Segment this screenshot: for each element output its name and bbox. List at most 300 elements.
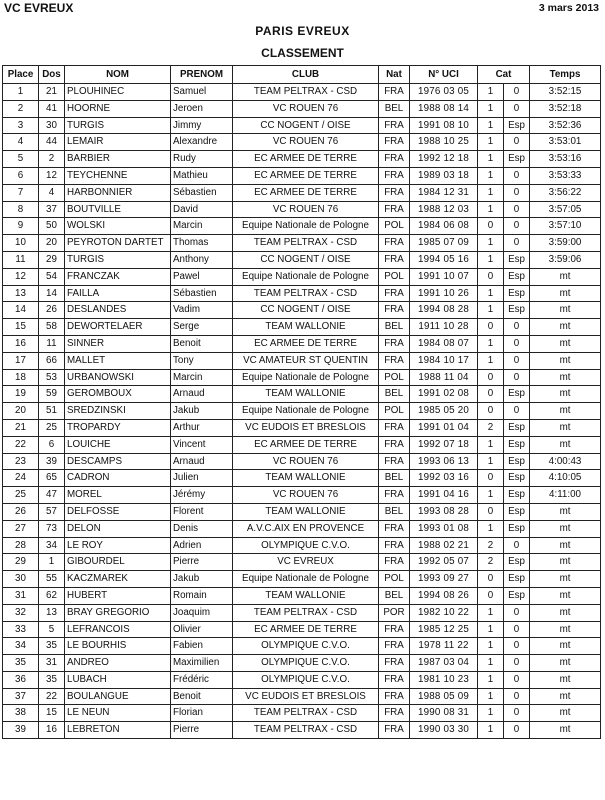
cell-place: 19 xyxy=(3,386,39,403)
cell-cat-level: 1 xyxy=(478,671,504,688)
cell-cat-age: 0 xyxy=(504,722,530,739)
cell-nat: FRA xyxy=(379,436,410,453)
cell-place: 9 xyxy=(3,218,39,235)
cell-uci: 1985 07 09 xyxy=(410,235,478,252)
cell-dos: 2 xyxy=(39,151,65,168)
cell-dos: 11 xyxy=(39,335,65,352)
table-row xyxy=(3,419,601,436)
table-row xyxy=(3,638,601,655)
cell-nat: FRA xyxy=(379,638,410,655)
cell-prenom: Sébastien xyxy=(171,285,233,302)
cell-uci: 1992 12 18 xyxy=(410,151,478,168)
cell-uci: 1990 03 30 xyxy=(410,722,478,739)
cell-place: 21 xyxy=(3,419,39,436)
cell-prenom: Denis xyxy=(171,520,233,537)
cell-place: 36 xyxy=(3,671,39,688)
cell-temps: 3:52:15 xyxy=(530,84,601,101)
cell-prenom: Maximilien xyxy=(171,655,233,672)
cell-place: 10 xyxy=(3,235,39,252)
cell-cat-age: 0 xyxy=(504,184,530,201)
table-row xyxy=(3,520,601,537)
cell-dos: 47 xyxy=(39,487,65,504)
cell-cat-level: 0 xyxy=(478,587,504,604)
cell-nom: WOLSKI xyxy=(65,218,171,235)
cell-dos: 1 xyxy=(39,554,65,571)
cell-nom: LEBRETON xyxy=(65,722,171,739)
cell-place: 12 xyxy=(3,268,39,285)
cell-temps: mt xyxy=(530,503,601,520)
cell-cat-age: Esp xyxy=(504,503,530,520)
cell-uci: 1988 12 03 xyxy=(410,201,478,218)
cell-place: 24 xyxy=(3,470,39,487)
cell-nom: BOUTVILLE xyxy=(65,201,171,218)
table-row xyxy=(3,453,601,470)
cell-prenom: Vincent xyxy=(171,436,233,453)
cell-club: VC ROUEN 76 xyxy=(233,487,379,504)
cell-prenom: Jeroen xyxy=(171,100,233,117)
cell-place: 6 xyxy=(3,167,39,184)
cell-uci: 1991 01 04 xyxy=(410,419,478,436)
cell-cat-level: 1 xyxy=(478,352,504,369)
cell-nat: BEL xyxy=(379,100,410,117)
cell-place: 22 xyxy=(3,436,39,453)
cell-nat: FRA xyxy=(379,655,410,672)
cell-uci: 1991 10 26 xyxy=(410,285,478,302)
cell-club: TEAM WALLONIE xyxy=(233,386,379,403)
cell-nom: CADRON xyxy=(65,470,171,487)
cell-uci: 1981 10 23 xyxy=(410,671,478,688)
cell-club: TEAM PELTRAX - CSD xyxy=(233,604,379,621)
table-row xyxy=(3,184,601,201)
cell-uci: 1994 08 26 xyxy=(410,587,478,604)
cell-temps: 3:52:36 xyxy=(530,117,601,134)
cell-nom: DELFOSSE xyxy=(65,503,171,520)
cell-nom: BOULANGUE xyxy=(65,688,171,705)
cell-dos: 73 xyxy=(39,520,65,537)
cell-cat-age: Esp xyxy=(504,302,530,319)
cell-cat-level: 1 xyxy=(478,688,504,705)
cell-nom: FAILLA xyxy=(65,285,171,302)
cell-cat-age: 0 xyxy=(504,655,530,672)
table-row xyxy=(3,554,601,571)
cell-nom: KACZMAREK xyxy=(65,571,171,588)
cell-cat-age: Esp xyxy=(504,251,530,268)
cell-nat: BEL xyxy=(379,470,410,487)
cell-uci: 1990 08 31 xyxy=(410,705,478,722)
cell-temps: mt xyxy=(530,671,601,688)
table-row xyxy=(3,503,601,520)
cell-nat: FRA xyxy=(379,285,410,302)
cell-nom: LE NEUN xyxy=(65,705,171,722)
cell-temps: mt xyxy=(530,369,601,386)
cell-temps: mt xyxy=(530,604,601,621)
cell-cat-level: 1 xyxy=(478,655,504,672)
cell-temps: mt xyxy=(530,722,601,739)
cell-club: Equipe Nationale de Pologne xyxy=(233,268,379,285)
cell-uci: 1991 10 07 xyxy=(410,268,478,285)
cell-cat-level: 0 xyxy=(478,218,504,235)
cell-prenom: Pierre xyxy=(171,554,233,571)
cell-temps: 4:11:00 xyxy=(530,487,601,504)
cell-prenom: Frédéric xyxy=(171,671,233,688)
cell-cat-age: Esp xyxy=(504,554,530,571)
cell-nat: FRA xyxy=(379,671,410,688)
cell-place: 7 xyxy=(3,184,39,201)
cell-cat-age: Esp xyxy=(504,117,530,134)
cell-dos: 25 xyxy=(39,419,65,436)
cell-nom: FRANCZAK xyxy=(65,268,171,285)
cell-dos: 22 xyxy=(39,688,65,705)
cell-prenom: Romain xyxy=(171,587,233,604)
cell-temps: mt xyxy=(530,403,601,420)
cell-prenom: Jimmy xyxy=(171,117,233,134)
cell-club: OLYMPIQUE C.V.O. xyxy=(233,655,379,672)
cell-dos: 37 xyxy=(39,201,65,218)
cell-prenom: David xyxy=(171,201,233,218)
cell-place: 23 xyxy=(3,453,39,470)
cell-temps: 4:10:05 xyxy=(530,470,601,487)
header-place: Place xyxy=(3,66,39,84)
cell-place: 33 xyxy=(3,621,39,638)
cell-uci: 1984 06 08 xyxy=(410,218,478,235)
table-row xyxy=(3,587,601,604)
table-row xyxy=(3,201,601,218)
cell-club: Equipe Nationale de Pologne xyxy=(233,218,379,235)
cell-cat-age: 0 xyxy=(504,335,530,352)
cell-uci: 1989 03 18 xyxy=(410,167,478,184)
cell-nat: FRA xyxy=(379,453,410,470)
cell-cat-age: 0 xyxy=(504,638,530,655)
cell-club: CC NOGENT / OISE xyxy=(233,117,379,134)
cell-nom: DESCAMPS xyxy=(65,453,171,470)
cell-cat-level: 0 xyxy=(478,470,504,487)
cell-dos: 44 xyxy=(39,134,65,151)
cell-club: CC NOGENT / OISE xyxy=(233,302,379,319)
header-dos: Dos xyxy=(39,66,65,84)
organizer-name: VC EVREUX xyxy=(4,1,74,15)
cell-cat-age: 0 xyxy=(504,604,530,621)
cell-club: EC ARMEE DE TERRE xyxy=(233,167,379,184)
cell-temps: mt xyxy=(530,571,601,588)
cell-nom: LE ROY xyxy=(65,537,171,554)
cell-temps: mt xyxy=(530,705,601,722)
cell-uci: 1988 05 09 xyxy=(410,688,478,705)
table-row xyxy=(3,235,601,252)
cell-uci: 1991 04 16 xyxy=(410,487,478,504)
cell-cat-age: 0 xyxy=(504,167,530,184)
cell-dos: 53 xyxy=(39,369,65,386)
cell-nat: FRA xyxy=(379,235,410,252)
cell-cat-level: 0 xyxy=(478,503,504,520)
cell-dos: 5 xyxy=(39,621,65,638)
cell-place: 31 xyxy=(3,587,39,604)
cell-uci: 1982 10 22 xyxy=(410,604,478,621)
cell-cat-level: 1 xyxy=(478,84,504,101)
race-title: PARIS EVREUX xyxy=(255,24,350,38)
cell-nat: FRA xyxy=(379,520,410,537)
table-row xyxy=(3,470,601,487)
cell-prenom: Florian xyxy=(171,705,233,722)
cell-dos: 59 xyxy=(39,386,65,403)
cell-dos: 57 xyxy=(39,503,65,520)
cell-dos: 4 xyxy=(39,184,65,201)
cell-temps: 3:52:18 xyxy=(530,100,601,117)
cell-place: 14 xyxy=(3,302,39,319)
cell-nat: FRA xyxy=(379,302,410,319)
cell-club: EC ARMEE DE TERRE xyxy=(233,184,379,201)
cell-uci: 1911 10 28 xyxy=(410,319,478,336)
table-row xyxy=(3,537,601,554)
cell-nat: FRA xyxy=(379,621,410,638)
cell-club: VC EUDOIS ET BRESLOIS xyxy=(233,688,379,705)
cell-cat-age: Esp xyxy=(504,470,530,487)
cell-cat-age: Esp xyxy=(504,386,530,403)
cell-cat-age: 0 xyxy=(504,705,530,722)
cell-prenom: Tony xyxy=(171,352,233,369)
header-uci: N° UCI xyxy=(410,66,478,84)
cell-dos: 14 xyxy=(39,285,65,302)
cell-uci: 1985 05 20 xyxy=(410,403,478,420)
cell-dos: 31 xyxy=(39,655,65,672)
cell-nom: TROPARDY xyxy=(65,419,171,436)
cell-nom: SREDZINSKI xyxy=(65,403,171,420)
cell-club: OLYMPIQUE C.V.O. xyxy=(233,537,379,554)
cell-nat: BEL xyxy=(379,319,410,336)
cell-place: 38 xyxy=(3,705,39,722)
cell-temps: 3:53:33 xyxy=(530,167,601,184)
cell-temps: mt xyxy=(530,386,601,403)
cell-nat: FRA xyxy=(379,134,410,151)
cell-dos: 12 xyxy=(39,167,65,184)
cell-nom: LUBACH xyxy=(65,671,171,688)
cell-dos: 41 xyxy=(39,100,65,117)
cell-club: VC EUDOIS ET BRESLOIS xyxy=(233,419,379,436)
table-header-row xyxy=(3,66,601,84)
cell-cat-level: 1 xyxy=(478,705,504,722)
cell-cat-age: 0 xyxy=(504,134,530,151)
cell-cat-age: 0 xyxy=(504,537,530,554)
cell-cat-age: 0 xyxy=(504,100,530,117)
cell-nat: FRA xyxy=(379,201,410,218)
cell-temps: mt xyxy=(530,688,601,705)
cell-dos: 58 xyxy=(39,319,65,336)
cell-club: VC AMATEUR ST QUENTIN xyxy=(233,352,379,369)
cell-cat-age: 0 xyxy=(504,688,530,705)
cell-temps: 3:57:10 xyxy=(530,218,601,235)
cell-place: 39 xyxy=(3,722,39,739)
cell-prenom: Sébastien xyxy=(171,184,233,201)
cell-nat: BEL xyxy=(379,503,410,520)
cell-uci: 1993 09 27 xyxy=(410,571,478,588)
cell-place: 15 xyxy=(3,319,39,336)
cell-nom: LE BOURHIS xyxy=(65,638,171,655)
cell-uci: 1993 08 28 xyxy=(410,503,478,520)
cell-cat-age: Esp xyxy=(504,520,530,537)
cell-nat: POR xyxy=(379,604,410,621)
cell-prenom: Joaquim xyxy=(171,604,233,621)
cell-uci: 1991 08 10 xyxy=(410,117,478,134)
cell-prenom: Jérémy xyxy=(171,487,233,504)
cell-prenom: Rudy xyxy=(171,151,233,168)
cell-nom: BRAY GREGORIO xyxy=(65,604,171,621)
cell-club: TEAM PELTRAX - CSD xyxy=(233,84,379,101)
cell-cat-level: 1 xyxy=(478,604,504,621)
cell-dos: 13 xyxy=(39,604,65,621)
cell-nat: POL xyxy=(379,369,410,386)
cell-nat: POL xyxy=(379,403,410,420)
cell-temps: mt xyxy=(530,638,601,655)
cell-place: 11 xyxy=(3,251,39,268)
cell-cat-age: Esp xyxy=(504,436,530,453)
cell-cat-age: Esp xyxy=(504,419,530,436)
cell-cat-level: 2 xyxy=(478,554,504,571)
table-row xyxy=(3,100,601,117)
cell-prenom: Thomas xyxy=(171,235,233,252)
cell-uci: 1985 12 25 xyxy=(410,621,478,638)
cell-place: 26 xyxy=(3,503,39,520)
cell-cat-level: 1 xyxy=(478,251,504,268)
cell-club: TEAM PELTRAX - CSD xyxy=(233,705,379,722)
table-row xyxy=(3,268,601,285)
cell-cat-level: 1 xyxy=(478,436,504,453)
cell-cat-age: Esp xyxy=(504,587,530,604)
cell-club: EC ARMEE DE TERRE xyxy=(233,335,379,352)
cell-cat-age: 0 xyxy=(504,319,530,336)
cell-uci: 1988 11 04 xyxy=(410,369,478,386)
cell-temps: mt xyxy=(530,554,601,571)
cell-dos: 51 xyxy=(39,403,65,420)
cell-cat-age: 0 xyxy=(504,621,530,638)
cell-temps: mt xyxy=(530,419,601,436)
cell-club: VC ROUEN 76 xyxy=(233,134,379,151)
cell-cat-age: 0 xyxy=(504,235,530,252)
cell-place: 1 xyxy=(3,84,39,101)
cell-dos: 6 xyxy=(39,436,65,453)
cell-dos: 65 xyxy=(39,470,65,487)
cell-nat: FRA xyxy=(379,251,410,268)
cell-uci: 1978 11 22 xyxy=(410,638,478,655)
cell-uci: 1993 01 08 xyxy=(410,520,478,537)
header-prenom: PRENOM xyxy=(171,66,233,84)
cell-temps: mt xyxy=(530,655,601,672)
cell-nat: FRA xyxy=(379,537,410,554)
cell-uci: 1988 10 25 xyxy=(410,134,478,151)
cell-prenom: Mathieu xyxy=(171,167,233,184)
cell-nat: FRA xyxy=(379,487,410,504)
cell-nat: FRA xyxy=(379,722,410,739)
cell-cat-age: Esp xyxy=(504,571,530,588)
cell-place: 30 xyxy=(3,571,39,588)
cell-nom: GEROMBOUX xyxy=(65,386,171,403)
table-row xyxy=(3,151,601,168)
cell-nat: BEL xyxy=(379,386,410,403)
cell-nat: POL xyxy=(379,218,410,235)
cell-cat-level: 2 xyxy=(478,537,504,554)
table-row xyxy=(3,655,601,672)
cell-dos: 50 xyxy=(39,218,65,235)
table-row xyxy=(3,436,601,453)
cell-nom: URBANOWSKI xyxy=(65,369,171,386)
cell-cat-level: 1 xyxy=(478,167,504,184)
header-nat: Nat xyxy=(379,66,410,84)
header-nom: NOM xyxy=(65,66,171,84)
cell-temps: 3:56:22 xyxy=(530,184,601,201)
cell-cat-level: 0 xyxy=(478,268,504,285)
cell-dos: 15 xyxy=(39,705,65,722)
cell-cat-level: 1 xyxy=(478,201,504,218)
cell-nat: BEL xyxy=(379,587,410,604)
table-row xyxy=(3,167,601,184)
cell-nom: HARBONNIER xyxy=(65,184,171,201)
cell-cat-age: Esp xyxy=(504,285,530,302)
table-row xyxy=(3,218,601,235)
cell-temps: mt xyxy=(530,268,601,285)
table-row xyxy=(3,251,601,268)
cell-temps: mt xyxy=(530,319,601,336)
table-row xyxy=(3,604,601,621)
cell-prenom: Jakub xyxy=(171,571,233,588)
cell-cat-age: 0 xyxy=(504,352,530,369)
cell-cat-level: 1 xyxy=(478,117,504,134)
cell-cat-level: 0 xyxy=(478,386,504,403)
cell-temps: mt xyxy=(530,537,601,554)
cell-club: VC ROUEN 76 xyxy=(233,100,379,117)
cell-prenom: Anthony xyxy=(171,251,233,268)
cell-prenom: Arthur xyxy=(171,419,233,436)
cell-cat-level: 0 xyxy=(478,369,504,386)
table-row xyxy=(3,621,601,638)
cell-cat-age: 0 xyxy=(504,218,530,235)
cell-club: TEAM WALLONIE xyxy=(233,587,379,604)
cell-nat: POL xyxy=(379,571,410,588)
cell-place: 2 xyxy=(3,100,39,117)
cell-nom: ANDREO xyxy=(65,655,171,672)
cell-club: TEAM PELTRAX - CSD xyxy=(233,285,379,302)
cell-dos: 35 xyxy=(39,638,65,655)
cell-prenom: Olivier xyxy=(171,621,233,638)
cell-nom: DESLANDES xyxy=(65,302,171,319)
cell-uci: 1988 08 14 xyxy=(410,100,478,117)
cell-cat-age: 0 xyxy=(504,369,530,386)
cell-dos: 35 xyxy=(39,671,65,688)
cell-prenom: Marcin xyxy=(171,218,233,235)
cell-place: 17 xyxy=(3,352,39,369)
cell-club: A.V.C.AIX EN PROVENCE xyxy=(233,520,379,537)
cell-uci: 1984 08 07 xyxy=(410,335,478,352)
cell-temps: mt xyxy=(530,285,601,302)
cell-cat-level: 1 xyxy=(478,722,504,739)
cell-cat-level: 1 xyxy=(478,235,504,252)
cell-club: OLYMPIQUE C.V.O. xyxy=(233,638,379,655)
cell-uci: 1992 07 18 xyxy=(410,436,478,453)
cell-club: TEAM WALLONIE xyxy=(233,503,379,520)
table-row xyxy=(3,302,601,319)
cell-prenom: Fabien xyxy=(171,638,233,655)
cell-temps: mt xyxy=(530,335,601,352)
cell-club: TEAM PELTRAX - CSD xyxy=(233,235,379,252)
cell-uci: 1987 03 04 xyxy=(410,655,478,672)
cell-cat-age: 0 xyxy=(504,84,530,101)
cell-cat-level: 1 xyxy=(478,621,504,638)
cell-club: TEAM WALLONIE xyxy=(233,319,379,336)
cell-nat: FRA xyxy=(379,352,410,369)
table-row xyxy=(3,134,601,151)
table-row xyxy=(3,705,601,722)
cell-uci: 1994 08 28 xyxy=(410,302,478,319)
cell-prenom: Samuel xyxy=(171,84,233,101)
cell-uci: 1991 02 08 xyxy=(410,386,478,403)
cell-temps: mt xyxy=(530,587,601,604)
